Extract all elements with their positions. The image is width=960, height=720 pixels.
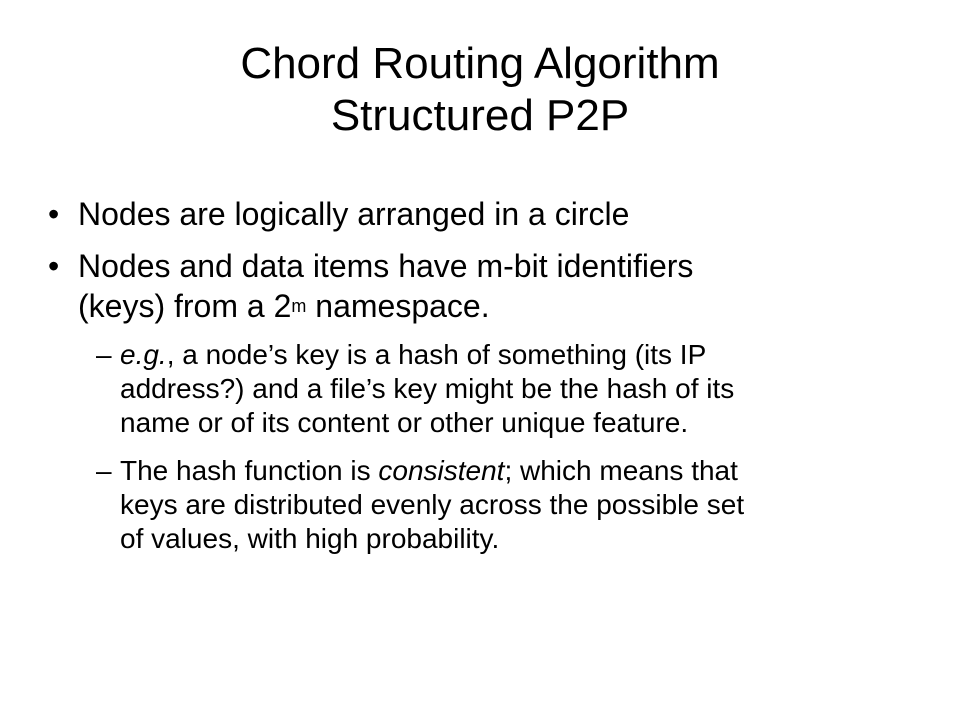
sub-bullet-line <box>120 338 928 372</box>
title-line-1: Chord Routing Algorithm <box>240 39 720 88</box>
bullet-item <box>48 194 928 234</box>
bullet-text-line: Nodes and data items have m-bit identifiers <box>78 248 694 284</box>
bullet-text-fragment: (keys) from a 2 <box>78 288 292 324</box>
bullet-text-line <box>78 286 928 326</box>
sub-bullet-line: address?) and a file’s key might be the hash of its <box>120 373 735 404</box>
italic-text: consistent <box>378 455 505 486</box>
superscript-exponent: m <box>291 296 307 316</box>
slide-title <box>0 38 960 142</box>
sub-bullet-item <box>96 454 928 556</box>
bullet-list <box>48 194 928 556</box>
bullet-item <box>48 246 928 326</box>
sub-bullet-fragment: The hash function is <box>120 455 379 486</box>
italic-text: e.g. <box>120 339 167 370</box>
bullet-text-fragment: namespace. <box>306 288 490 324</box>
sub-bullet-line: keys are distributed evenly across the possible set <box>120 489 745 520</box>
bullet-text: Nodes are logically arranged in a circle <box>78 196 630 232</box>
sub-bullet-line <box>120 454 928 488</box>
sub-bullet-fragment: , a node’s key is a hash of something (its IP <box>166 339 707 370</box>
dash-bullet-icon: – <box>96 339 112 370</box>
sub-bullet-item <box>96 338 928 440</box>
dash-bullet-icon: – <box>96 455 112 486</box>
sub-bullet-fragment: ; which means that <box>504 455 738 486</box>
bullet-dot-icon: • <box>48 196 60 232</box>
title-line-2: Structured P2P <box>330 91 630 140</box>
sub-bullet-line: name or of its content or other unique feature. <box>120 407 689 438</box>
bullet-dot-icon: • <box>48 248 60 284</box>
sub-bullet-line: of values, with high probability. <box>120 523 500 554</box>
